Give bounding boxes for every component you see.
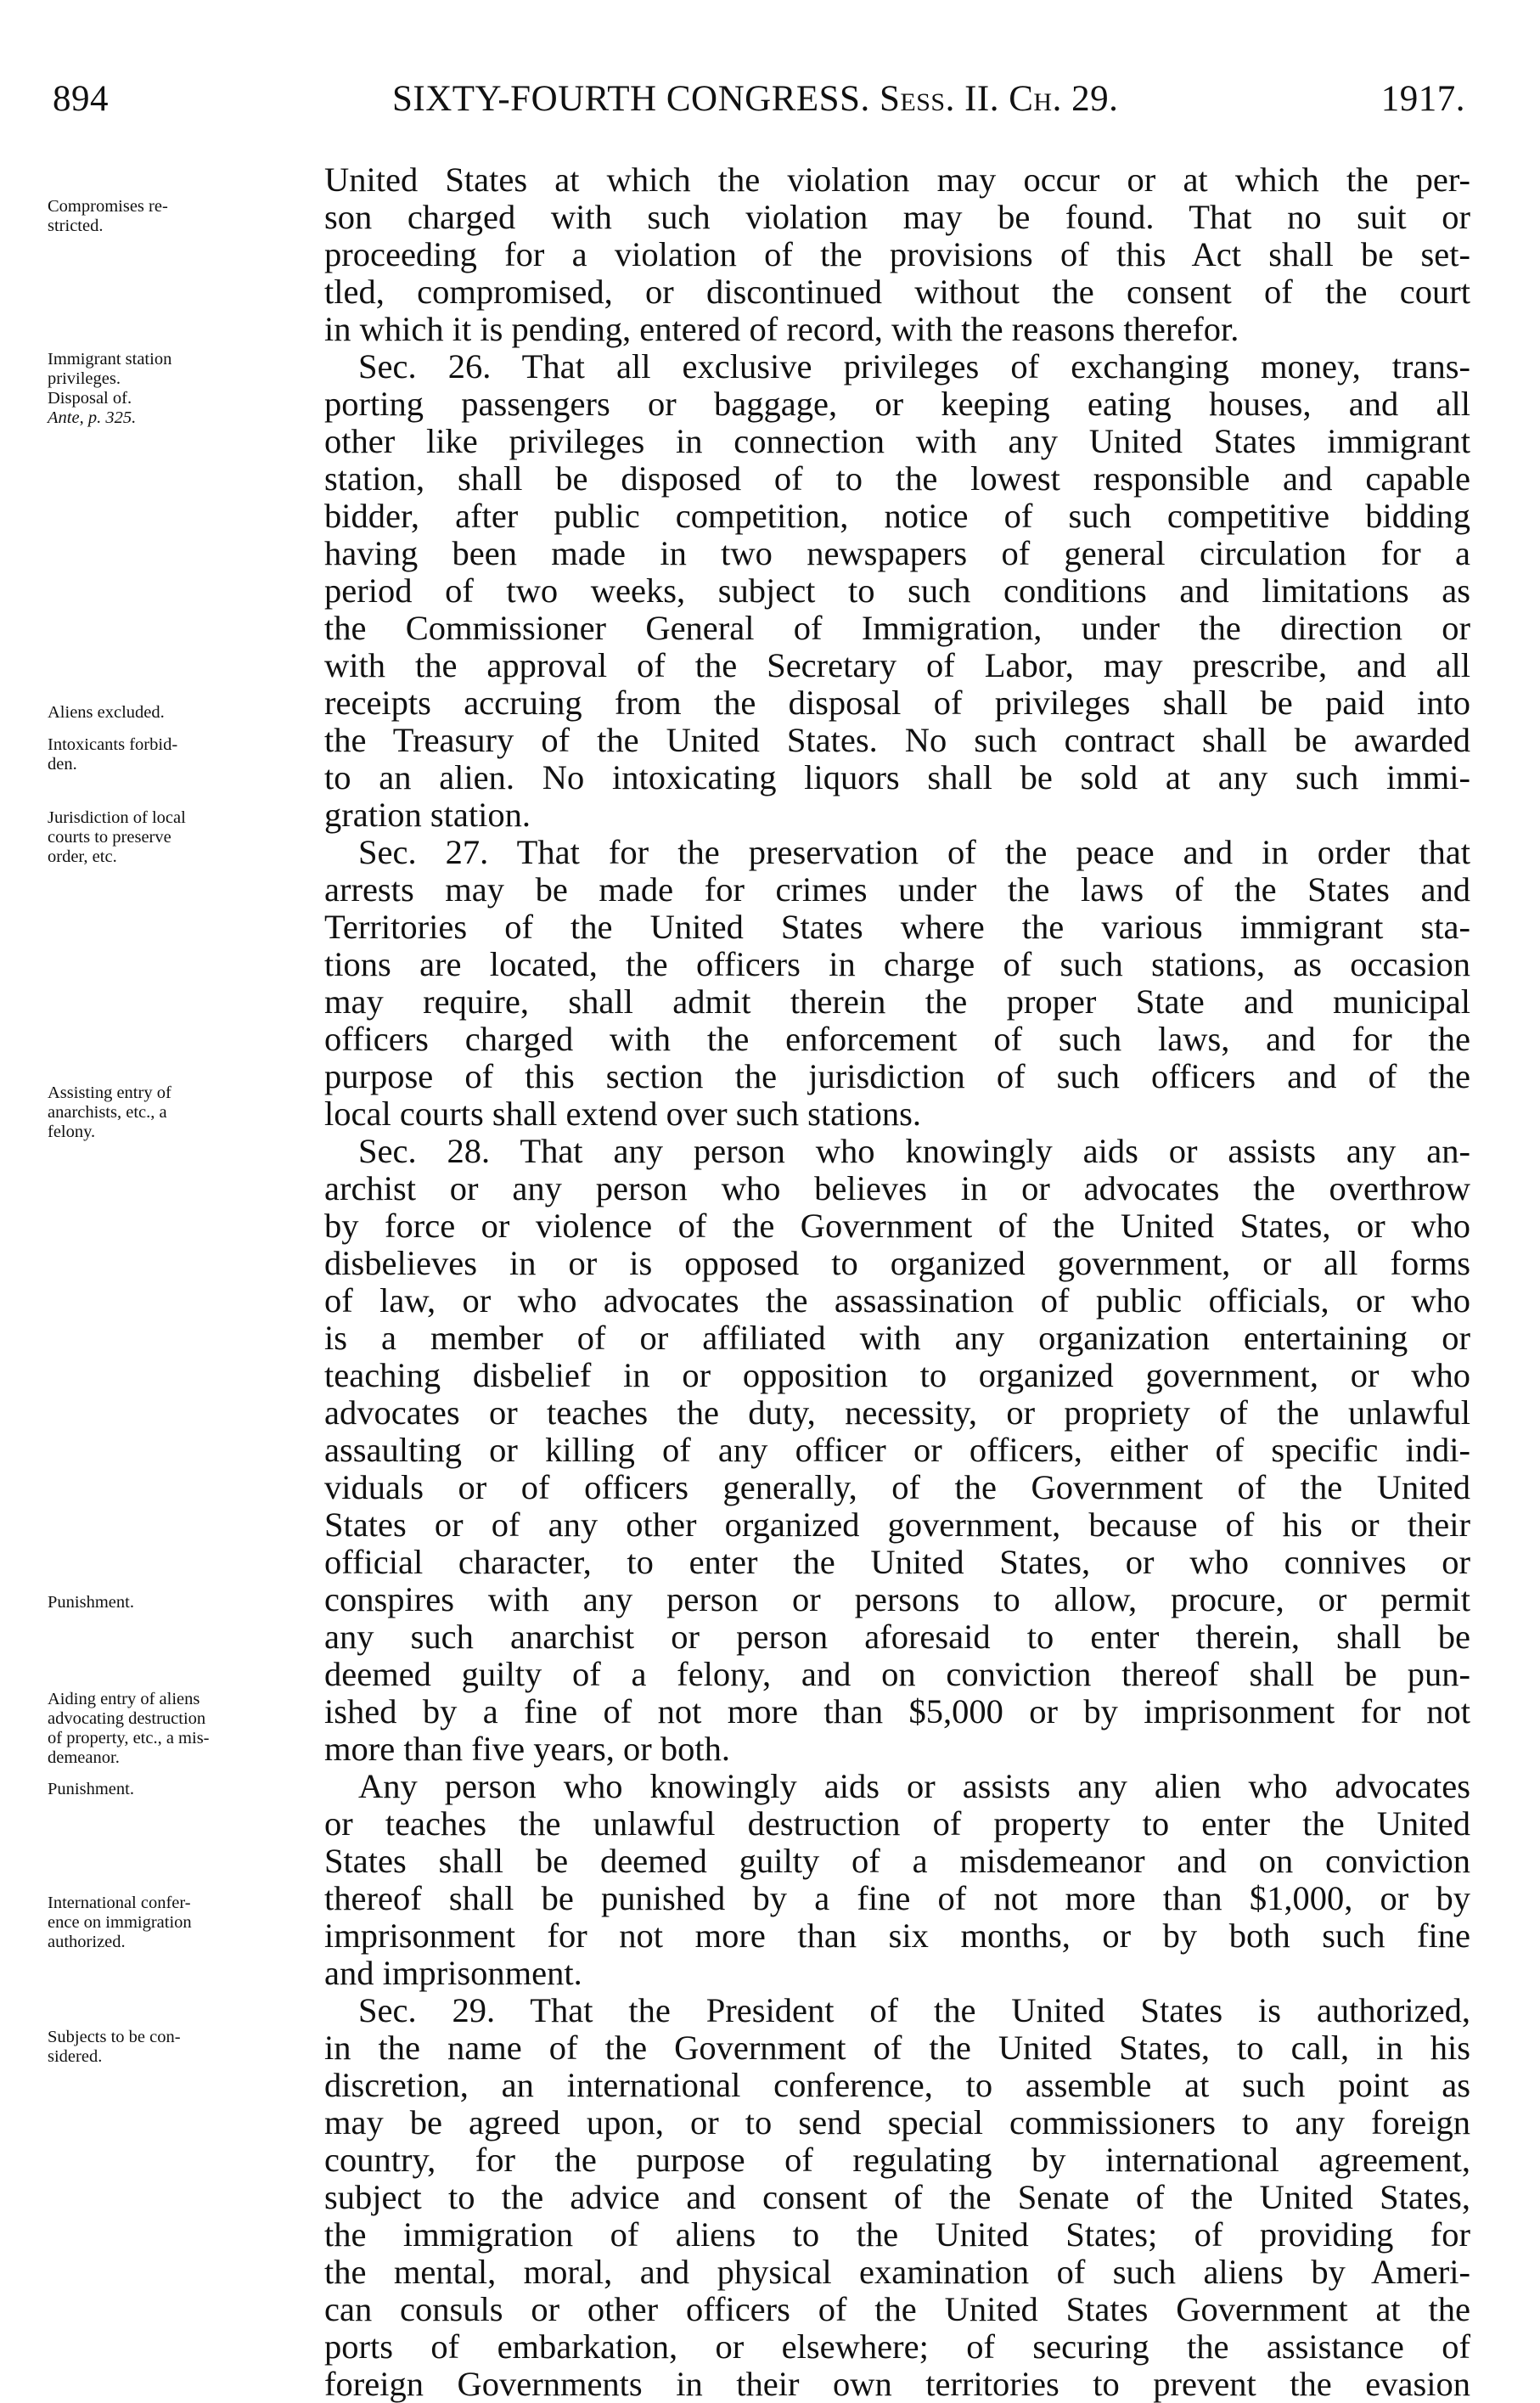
margin-note-line: Aliens excluded. — [48, 703, 165, 722]
body-line: Sec. 29. That the President of the United States is authorized, — [358, 1991, 1470, 2029]
body-line: son charged with such violation may be found. That no suit or — [324, 198, 1470, 236]
body-line: any such anarchist or person aforesaid to enter therein, shall be — [324, 1618, 1470, 1656]
margin-note-line: courts to preserve — [48, 828, 171, 847]
margin-note-line: Compromises re- — [48, 197, 168, 216]
margin-note-line: Aiding entry of aliens — [48, 1690, 200, 1708]
body-line: officers charged with the enforcement of such laws, and for the — [324, 1020, 1470, 1058]
body-line: the Treasury of the United States. No such contract shall be awarded — [324, 721, 1470, 759]
body-line: bidder, after public competition, notice of such competitive bidding — [324, 497, 1470, 535]
body-line: or teaches the unlawful destruction of property to enter the United — [324, 1804, 1470, 1843]
margin-note-line: authorized. — [48, 1933, 126, 1951]
body-line: official character, to enter the United States, or who connives or — [324, 1543, 1470, 1581]
body-line: ished by a fine of not more than $5,000 or by imprisonment for not — [324, 1692, 1470, 1730]
body-line: having been made in two newspapers of general circulation for a — [324, 534, 1470, 572]
margin-note-assisting-entry — [48, 1083, 319, 1142]
margin-note-intoxicants — [48, 735, 319, 774]
body-line: imprisonment for not more than six months, or by both such fine — [324, 1916, 1470, 1955]
body-line: the immigration of aliens to the United States; of providing for — [324, 2215, 1470, 2254]
body-line: tions are located, the officers in charge of such stations, as occasion — [324, 945, 1470, 983]
body-line: Sec. 26. That all exclusive privileges of exchanging money, trans- — [358, 347, 1470, 385]
body-line: ports of embarkation, or elsewhere; of securing the assistance of — [324, 2327, 1470, 2366]
body-line: country, for the purpose of regulating by international agreement, — [324, 2141, 1470, 2179]
body-line: disbelieves in or is opposed to organized government, or all forms — [324, 1244, 1470, 1282]
body-line: archist or any person who believes in or advocates the overthrow — [324, 1169, 1470, 1207]
margin-note-subjects — [48, 2028, 319, 2067]
body-line: United States at which the violation may occur or at which the per- — [324, 160, 1470, 199]
body-line: in which it is pending, entered of record, with the reasons therefor. — [324, 310, 1239, 348]
margin-note-line: Punishment. — [48, 1780, 134, 1798]
body-line: tled, compromised, or discontinued without the consent of the court — [324, 273, 1470, 311]
body-line: is a member of or affiliated with any organization entertaining or — [324, 1319, 1470, 1357]
body-line: States or of any other organized government, because of his or their — [324, 1505, 1470, 1544]
year-label: 1917. — [1380, 79, 1465, 119]
body-line: of law, or who advocates the assassination of public officials, or who — [324, 1281, 1470, 1320]
body-line: Territories of the United States where the various immigrant sta- — [324, 908, 1470, 946]
body-line: may require, shall admit therein the proper State and municipal — [324, 982, 1470, 1021]
body-line: the Commissioner General of Immigration, under the direction or — [324, 609, 1470, 647]
margin-note-line: advocating destruction — [48, 1709, 206, 1728]
margin-note-line: order, etc. — [48, 847, 117, 866]
chapter-label: Ch. 29. — [1009, 79, 1119, 119]
body-line: advocates or teaches the duty, necessity, or propriety of the unlawful — [324, 1393, 1470, 1432]
margin-note-punishment-misdemeanor — [48, 1780, 319, 1799]
margin-note-immigrant-station — [48, 350, 319, 428]
body-line: conspires with any person or persons to allow, procure, or permit — [324, 1580, 1470, 1618]
margin-note-line: den. — [48, 755, 77, 774]
page-header — [53, 78, 1465, 129]
body-line: local courts shall extend over such stations. — [324, 1095, 921, 1133]
body-line: the mental, moral, and physical examination of such aliens by Ameri- — [324, 2253, 1470, 2291]
body-line: arrests may be made for crimes under the laws of the States and — [324, 870, 1470, 909]
margin-note-line: International confer- — [48, 1894, 191, 1912]
margin-note-punishment-felony — [48, 1593, 319, 1612]
margin-note-line: sidered. — [48, 2047, 103, 2066]
body-line: other like privileges in connection with any United States immigrant — [324, 422, 1470, 460]
body-line: viduals or of officers generally, of the Government of the United — [324, 1468, 1470, 1506]
body-line: Sec. 27. That for the preservation of the peace and in order that — [358, 833, 1470, 871]
margin-note-line: Jurisdiction of local — [48, 808, 186, 827]
margin-note-line: Immigrant station — [48, 350, 172, 369]
body-line: in the name of the Government of the United States, to call, in his — [324, 2029, 1470, 2067]
body-line: proceeding for a violation of the provisions of this Act shall be set- — [324, 235, 1470, 273]
margin-note-line: of property, etc., a mis- — [48, 1729, 210, 1747]
body-line: teaching disbelief in or opposition to organized government, or who — [324, 1356, 1470, 1394]
body-line: gration station. — [324, 796, 531, 834]
body-line: Sec. 28. That any person who knowingly aids or assists any an- — [358, 1132, 1470, 1170]
body-line: receipts accruing from the disposal of privileges shall be paid into — [324, 684, 1470, 722]
margin-note-jurisdiction — [48, 808, 319, 867]
margin-note-aiding-entry — [48, 1690, 319, 1768]
margin-note-line: ence on immigration — [48, 1913, 192, 1932]
margin-note-aliens-excluded — [48, 703, 319, 723]
body-line: station, shall be disposed of to the lowest responsible and capable — [324, 459, 1470, 498]
margin-note-line: felony. — [48, 1123, 96, 1141]
margin-note-line: Intoxicants forbid- — [48, 735, 178, 754]
body-line: assaulting or killing of any officer or officers, either of specific indi- — [324, 1431, 1470, 1469]
body-line: porting passengers or baggage, or keeping eating houses, and all — [324, 385, 1470, 423]
body-line: may be agreed upon, or to send special commissioners to any foreign — [324, 2103, 1470, 2141]
margin-note-line: anarchists, etc., a — [48, 1103, 167, 1122]
margin-note-line: Ante, p. 325. — [48, 408, 137, 427]
body-line: to an alien. No intoxicating liquors shall be sold at any such immi- — [324, 758, 1470, 796]
body-line: subject to the advice and consent of the Senate of the United States, — [324, 2178, 1470, 2216]
margin-note-line: demeanor. — [48, 1748, 120, 1767]
body-line: deemed guilty of a felony, and on conviction thereof shall be pun- — [324, 1655, 1470, 1693]
congress-title: SIXTY-FOURTH CONGRESS. — [392, 79, 870, 119]
margin-note-international-conference — [48, 1894, 319, 1952]
body-line: foreign Governments in their own territories to prevent the evasion — [324, 2365, 1470, 2403]
margin-note-line: Punishment. — [48, 1593, 134, 1612]
running-title — [392, 78, 1118, 120]
body-line: Any person who knowingly aids or assists any alien who advocates — [358, 1767, 1470, 1805]
margin-note-line: privileges. — [48, 369, 121, 388]
body-line: with the approval of the Secretary of Labor, may prescribe, and all — [324, 646, 1470, 684]
session-label: Sess. II. — [879, 79, 999, 119]
body-line: by force or violence of the Government of the United States, or who — [324, 1207, 1470, 1245]
margin-note-line: Disposal of. — [48, 389, 132, 408]
body-line: can consuls or other officers of the United States Government at the — [324, 2290, 1470, 2328]
margin-note-compromises — [48, 197, 319, 236]
margin-note-line: Assisting entry of — [48, 1083, 171, 1102]
margin-note-line: stricted. — [48, 217, 104, 235]
body-line: period of two weeks, subject to such conditions and limitations as — [324, 571, 1470, 610]
body-line: more than five years, or both. — [324, 1730, 730, 1768]
body-line: discretion, an international conference, to assemble at such point as — [324, 2066, 1470, 2104]
body-line: thereof shall be punished by a fine of not more than $1,000, or by — [324, 1879, 1470, 1917]
margin-note-line: Subjects to be con- — [48, 2028, 181, 2046]
body-line: purpose of this section the jurisdiction of such officers and of the — [324, 1057, 1470, 1095]
body-line: States shall be deemed guilty of a misdemeanor and on conviction — [324, 1842, 1470, 1880]
body-line: and imprisonment. — [324, 1954, 582, 1992]
page-number: 894 — [53, 79, 109, 119]
